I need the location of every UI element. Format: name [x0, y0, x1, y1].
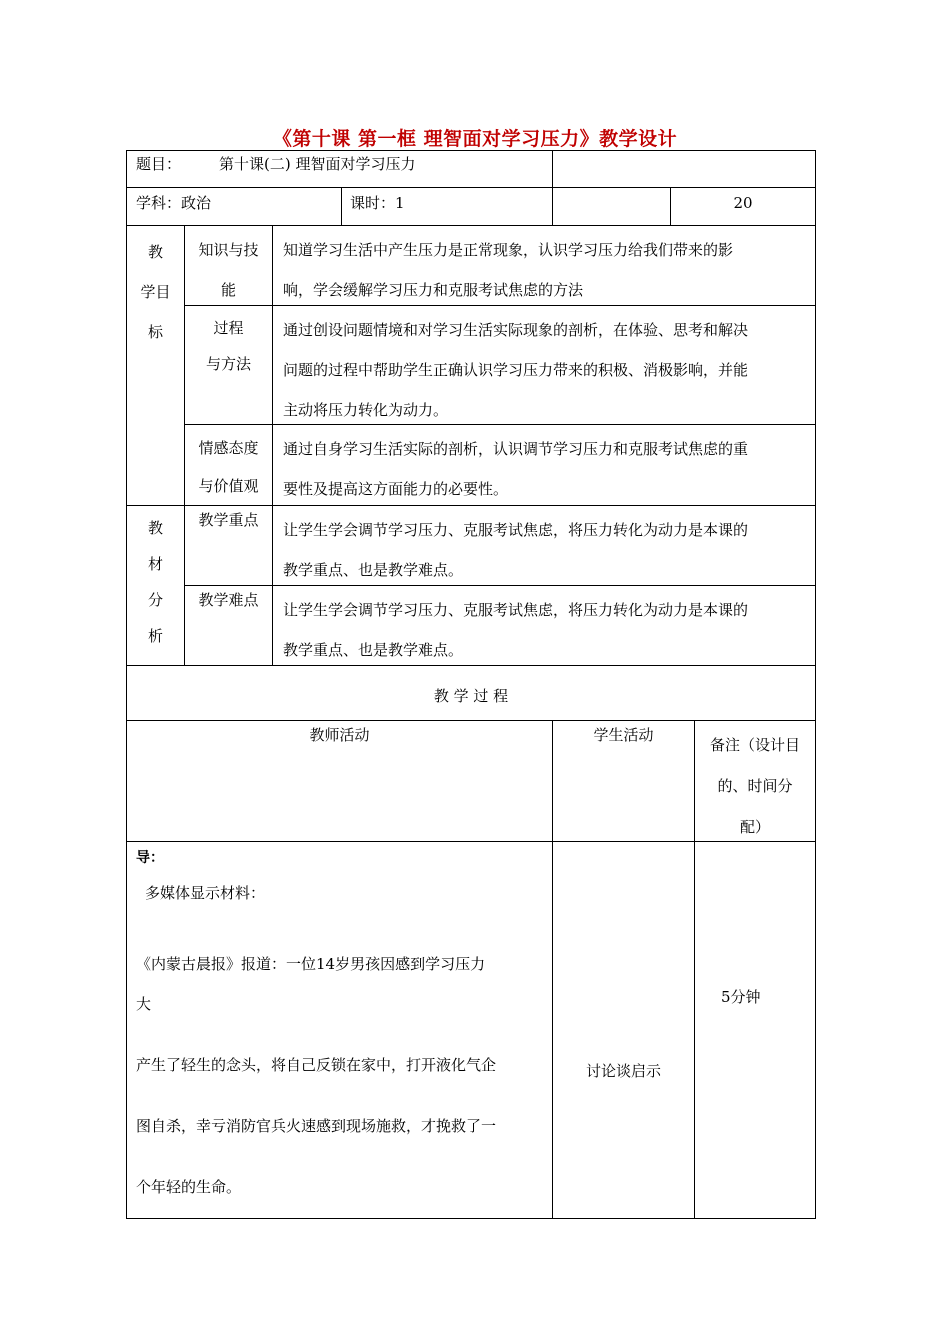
key-line-2: 教学重点、也是教学难点。 — [283, 561, 464, 579]
analysis-label-2: 材 — [147, 555, 163, 573]
knowledge-label-2: 能 — [220, 281, 236, 299]
analysis-label-4: 析 — [147, 627, 163, 645]
key-label-cell — [184, 505, 273, 586]
student-activity-text: 讨论谈启示 — [585, 1062, 661, 1080]
emotion-label-2: 与价值观 — [198, 477, 259, 495]
subject-cell — [126, 187, 342, 226]
document-title: 《第十课 第一框 理智面对学习压力》教学设计 — [272, 128, 678, 150]
difficult-line-2: 教学重点、也是教学难点。 — [283, 641, 464, 659]
process-line-2: 问题的过程中帮助学生正确认识学习压力带来的积极、消极影响，并能 — [283, 361, 749, 379]
notes-col-label-2: 的、时间分 — [717, 777, 793, 795]
time-allocation-text: 5分钟 — [721, 988, 761, 1006]
number-text: 20 — [733, 194, 753, 212]
topic-value: 第十课(二) 理智面对学习压力 — [219, 155, 416, 173]
analysis-group-cell — [126, 505, 185, 666]
period-text: 课时：1 — [350, 194, 405, 212]
emotion-line-2: 要性及提高这方面能力的必要性。 — [283, 480, 509, 498]
story-line-3: 产生了轻生的念头，将自己反锁在家中，打开液化气企 — [136, 1056, 497, 1074]
teacher-col-header — [126, 720, 553, 842]
story-line-4: 图自杀，幸亏消防官兵火速感到现场施救，才挽救了一 — [136, 1117, 497, 1135]
knowledge-content-cell — [272, 225, 816, 306]
objectives-label-1: 教 — [147, 243, 163, 261]
difficult-line-1: 让学生学会调节学习压力、克服考试焦虑，将压力转化为动力是本课的 — [283, 601, 749, 619]
difficult-content-cell — [272, 585, 816, 666]
subject-text: 学科：政治 — [136, 194, 212, 212]
emotion-label-cell — [184, 424, 273, 506]
blank-cell — [552, 187, 671, 226]
process-label-1: 过程 — [213, 319, 244, 337]
notes-col-header — [694, 720, 816, 842]
emotion-content-cell — [272, 424, 816, 506]
intro-teacher-cell — [126, 841, 553, 1219]
story-line-5: 个年轻的生命。 — [136, 1178, 242, 1196]
key-line-1: 让学生学会调节学习压力、克服考试焦虑，将压力转化为动力是本课的 — [283, 521, 749, 539]
topic-label: 题目： — [136, 155, 182, 173]
process-content-cell — [272, 305, 816, 425]
process-label-2: 与方法 — [205, 355, 251, 373]
objectives-label-2: 学目 — [140, 283, 171, 301]
knowledge-label-cell — [184, 225, 273, 306]
process-heading: 教 学 过 程 — [433, 687, 509, 705]
intro-label: 导： — [136, 850, 164, 866]
emotion-label-1: 情感态度 — [198, 439, 259, 457]
intro-student-cell — [552, 841, 695, 1219]
process-line-1: 通过创设问题情境和对学习生活实际现象的剖析，在体验、思考和解决 — [283, 321, 749, 339]
story-line-2: 大 — [136, 995, 152, 1013]
notes-col-label-3: 配） — [739, 818, 770, 836]
intro-media-text: 多媒体显示材料： — [145, 884, 266, 902]
analysis-label-1: 教 — [147, 519, 163, 537]
difficult-label-cell — [184, 585, 273, 666]
topic-extra-cell — [552, 150, 816, 188]
number-cell — [670, 187, 816, 226]
teacher-col-label: 教师活动 — [309, 726, 370, 744]
objectives-group-cell — [126, 225, 185, 506]
process-heading-cell — [126, 665, 816, 721]
knowledge-label-1: 知识与技 — [198, 241, 259, 259]
intro-notes-cell — [694, 841, 816, 1219]
student-col-label: 学生活动 — [593, 726, 654, 744]
process-line-3: 主动将压力转化为动力。 — [283, 401, 449, 419]
knowledge-line-2: 响，学会缓解学习压力和克服考试焦虑的方法 — [283, 281, 584, 299]
emotion-line-1: 通过自身学习生活实际的剖析，认识调节学习压力和克服考试焦虑的重 — [283, 440, 749, 458]
topic-cell — [126, 150, 553, 188]
story-line-1: 《内蒙古晨报》报道：一位14岁男孩因感到学习压力 — [136, 955, 486, 973]
difficult-label: 教学难点 — [198, 591, 259, 609]
key-content-cell — [272, 505, 816, 586]
objectives-label-3: 标 — [147, 323, 163, 341]
student-col-header — [552, 720, 695, 842]
process-label-cell — [184, 305, 273, 425]
period-cell — [341, 187, 553, 226]
knowledge-line-1: 知道学习生活中产生压力是正常现象，认识学习压力给我们带来的影 — [283, 241, 734, 259]
key-label: 教学重点 — [198, 511, 259, 529]
notes-col-label-1: 备注（设计目 — [709, 736, 800, 754]
analysis-label-3: 分 — [147, 591, 163, 609]
